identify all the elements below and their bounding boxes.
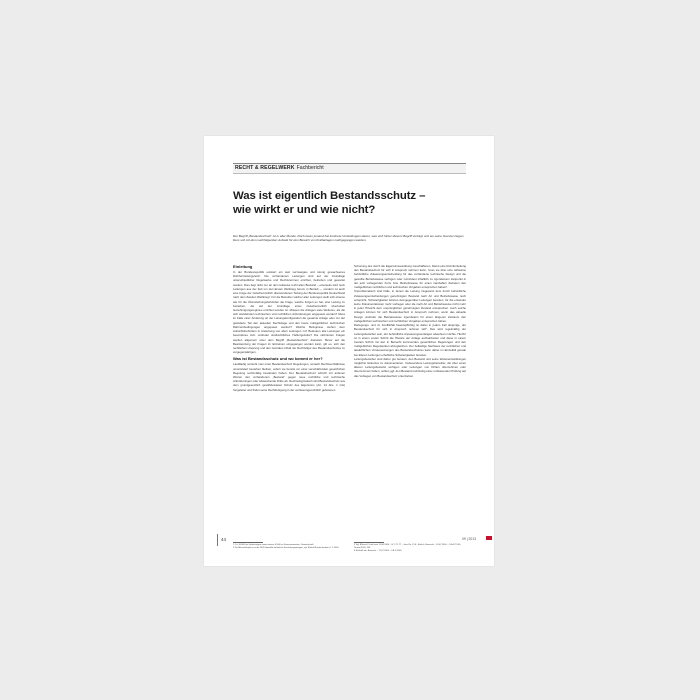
page-number: 44 [221, 537, 226, 542]
subsection-name: Fachbericht [296, 165, 324, 171]
intro-paragraph: In der Bundesrepublik existiert ein weit verzweigtes und streng gewachsenes Rohrfernleitungsnetz¹. Die vorhandenen Leitungen sind auf der Grundlage unterschiedlicher Regelwerke und Rechtsnormen errichtet, betrieben und gewartet worden. Dies liegt nicht nur an dem teilweise recht alten Bestand – einerseits wird noch Leitungen aus der Zeit um den Ersten Weltkrieg herum in Betrieb –, sondern ist auch eine Folge der zwischenzeitlich überwundenen Teilung der Bundesrepublik Deutschland nach dem Zweiten Weltkrieg². Für die Betreiber solcher alter Leitungen stellt sich ebenso wie für die Überwachungsbehörden die Frage, welche Folgen es hat, eine Leitung zu betreiben, die auf der Grundlage eines zwischenzeitlich überholten Genehmigungsregimes errichtet worden ist. Müssen die Anlagen stets Weiteres, als die sich wandelnden technischen und rechtlichen Anforderungen angepasst werden? Muss im Falle einer Änderung an der Leitungskonfiguration die gesamte Anlage oder nur der geänderte Teil den aktuellen Rechtslage und den heute maßgeblichen technischen Rahmenbedingungen angepasst werden? Welche Befugnisse stehen dem Aufsichtsbehörden in Anwehung von alten Leitungen zu? Bedeuten alte Leitungen ein besonderes zivil- und/oder strafrechtliches Haftungsrisiko? Die skizzierten Fragen werden allgemein unter dem Begriff „Bestandsschutz“ diskutiert. Bevor auf die Beantwortung der Fragen im Einzelnen eingegangen werden kann, gilt es, sich den rechtlichen Ursprung und den zentralen Inhalt der Rechtsfigur des Bestandsschutzes zu vergegenwärtigen. [233, 270, 345, 355]
intro-heading: Einleitung [233, 264, 253, 269]
right-paragraph-4: Leitungsbetreiber sind daher gut beraten, den Bestand und seine Weiterentwicklungen möglichst lückenlos zu dokumentieren. Insbesondere Leitungsbetreiber, die über einen älteren Leitungsbestand verfügen oder Leitungen von Dritten übernehmen oder übernommen haben, sollten ggf. den Bestand rechtzeitig einer umfassenden Prüfung auf das Vorliegen von Bestandsschutz unterziehen. [354, 356, 466, 378]
title-line-1: Was ist eigentlich Bestandsschutz – [233, 190, 426, 202]
right-paragraph-2: Unproblematisch sind Fälle, in denen die Leitung insgesamt dem durch behördliche Zulassungsentscheidungen genehmigten Bestand nach Art und Betriebsweise noch entspricht. Schwierigkeiten können demgegenüber Leitungen bereiten, für die entweder keine Dokumentationen mehr vorliegen oder die nach Art und Betriebsweise nicht mehr in jeder Hinsicht dem ursprünglichen genehmigten Zustand entsprechen. Auch solche Anlagen können für sich Bestandsschutz in Anspruch nehmen, wenn das aktuelle Design und/oder die Betriebsweise irgendwann für einen längeren Zeitraum den maßgeblichen technischen und rechtlichen Vorgaben entsprochen haben. [354, 289, 466, 323]
magazine-page [204, 136, 494, 566]
section-name: RECHT & REGELWERK [235, 165, 295, 171]
title-line-2: wie wirkt er und wie nicht? [233, 203, 376, 216]
footnote: 3 Vgl. BVerwG, Urteil vom 15.08.1980 – IV C 71.77 – Juris Rn. 13 ff.; Ehrlich, Baurecht – 24.07.2009 – 1 BvR 73.09; Terwiel 2011, 424. [354, 544, 461, 550]
section-label [235, 165, 324, 172]
article-title [233, 190, 473, 217]
brand-mark-icon [486, 536, 492, 540]
footnote: 4 Ehrlich/Lute, Baurecht – 17.07.2003 – 4 B 5.2003. [354, 550, 402, 553]
footnote: 2 Für Mineralöl gab es in der DDR ebenfalls zahlreiche Fernleitungsanlagen, vgl. Ehrlich/Rundschreiben 6. Ti 1990. [233, 547, 340, 550]
column-right [354, 264, 466, 378]
column-left [233, 264, 345, 392]
footnote: 1 Ca. 30.000 km Gasleitungen sowie weitere 4.500 km Fernwärmenetze, Gaswirtschaft. [233, 544, 314, 546]
footnote-divider-left [233, 542, 263, 543]
right-paragraph-1: Schonung des durch die Eigentumsausübung Geschaffenen. Damit eine Rohrfernleitung den Bestandsschutz für sich in Anspruch nehmen kann, muss sie über eine wirksame behördliche Zulassungsentscheidung für das vorhandene technische Design und die gewollte Betriebsweise verfügen oder zumindest inhaltlich zu irgendeinem Zeitpunkt in der jetzt vorliegenden Form bzw. Betriebsweise für einen namhaften Zeitraum den maßgeblichen rechtlichen und technischen Vorgaben entsprochen haben³. [354, 264, 466, 290]
section2-heading: Was ist Bestandsschutz und wo kommt er her? [233, 356, 323, 362]
folio-divider [217, 534, 218, 546]
article-lead: Der Begriff „Bestandsschutz“ ist in aller Munde. Doch kaum jemand hat konkrete Vorstellungen davon, was sich hinter diesem Begriff verbirgt und wo seine Grenzen liegen. Dem soll mit dem nachfolgenden Aufsatz für den Bereich von Kraftanlagen nachgegangen werden. [233, 234, 465, 243]
footnote-divider-right [354, 542, 384, 543]
section2-paragraph: Landläufig versteht man unter Bestandsschutz Regelungen, wonach Rechtsverhältnisse unverändert bestehen bleiben, sofern sie bereits vor einer verschärfenden gesetzlichen Regelung rechtmäßig bestanden haben. Der Bestandsschutz schützt mit anderen Worten den vorhandenen „Bestand“ gegen neue rechtliche und technische Anforderungen oder Abweichende Dritte ab. Rechtsdogmatisch wird Bestandsschutz aus dem grundgesetzlich gewährleisteten Schutz des Eigentums (Art. 14 Abs. 1 GG) hergeleitet und findet seine Rechtfertigung in der verfassungsrechtlich gebotenen [233, 362, 345, 392]
issue-label: 09 | 2013 [462, 537, 477, 541]
right-paragraph-3: Darlegungs- und im Konfliktfall beweispflichtig ist dabei in jedem Fall derjenige, der Bestandsschutz für sich in Anspruch nehmen will⁴. Das wird regelmäßig der Leitungsbetreiber sein, der behördliche Anpassungsverlangen abwehren möchte. Hierfür ist in einem ersten Schritt die Historie der Anlage aufzuarbeiten und diese in einem zweiten Schritt mit den in Betracht kommenden gesetzlichen Regelungen und den maßgeblichen Regelwerken abzugleichen. Der beiläufige Nachweis der rechtlichen und tatsächlichen Voraussetzungen des Bestandsschutzes kann daher im Einzelfall gerade bei älteren Leitungen erhebliche Schwierigkeiten bereiten. [354, 323, 466, 357]
footnotes-right [354, 544, 466, 553]
footnotes-left [233, 544, 345, 550]
section-header-bar [233, 163, 466, 174]
